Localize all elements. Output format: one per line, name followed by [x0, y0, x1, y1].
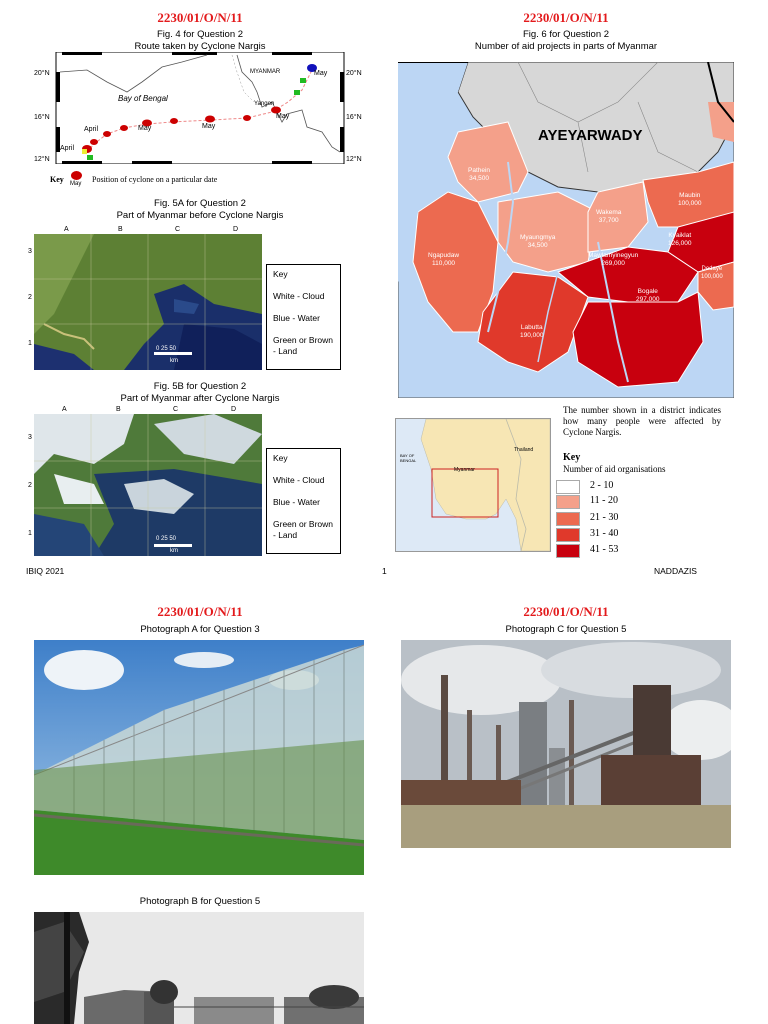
- district-pathein: [468, 167, 490, 183]
- fig4-key-dot: [71, 171, 82, 180]
- fig5b-col-d: D: [231, 406, 237, 413]
- fig5b-subtitle: Part of Myanmar after Cyclone Nargis: [120, 393, 280, 404]
- photo-c-caption: Photograph C for Question 5: [505, 624, 627, 635]
- district-labutta-name: Labutta: [520, 324, 543, 331]
- route-label-may-4: May: [314, 70, 328, 77]
- yangon-label: Yangon: [254, 101, 275, 107]
- legend-row-3: [556, 512, 746, 526]
- fig5b-row-3: 3: [28, 434, 32, 441]
- legend-label-5: 41 - 53: [590, 544, 619, 555]
- fig6-inset-map: [395, 418, 551, 552]
- fig5b-col-a: A: [62, 406, 67, 413]
- myanmar-label: MYANMAR: [250, 69, 281, 75]
- legend-label-3: 21 - 30: [590, 512, 619, 523]
- fig5b-col-c: C: [173, 406, 179, 413]
- district-myaungmya-name: Myaungmya: [520, 234, 556, 241]
- district-maubin-value: 100,000: [678, 200, 702, 207]
- route-label-april-2: April: [60, 145, 75, 152]
- fig6-choropleth-map: [398, 62, 734, 398]
- route-label-april-1: April: [84, 126, 99, 133]
- fig5b-scale: 0 25 50: [156, 536, 177, 542]
- photo-c-steelworks: [401, 640, 731, 848]
- fig5b-row-1: 1: [28, 530, 32, 537]
- district-maubin-name: Maubin: [679, 192, 701, 199]
- footer-right: NADDAZIS: [654, 566, 697, 576]
- fig5b-key-cloud: White - Cloud: [273, 475, 325, 485]
- fig5b-row-2: 2: [28, 482, 32, 489]
- district-pathein-name: Pathein: [468, 167, 491, 174]
- district-ngapudaw-value: 110,000: [432, 260, 456, 267]
- inset-bay-label: BAY OF BENGAL: [400, 453, 417, 463]
- fig5a-col-d: D: [233, 226, 239, 233]
- legend-row-2: [556, 495, 746, 509]
- district-labutta: [520, 324, 544, 340]
- legend-swatch-2: [556, 495, 580, 509]
- legend-swatch-3: [556, 512, 580, 526]
- legend-swatch-1: [556, 480, 580, 494]
- legend-row-5: [556, 544, 746, 558]
- fig5b-key-water: Blue - Water: [273, 497, 320, 507]
- page2-code-right: 2230/01/O/N/11: [523, 604, 609, 619]
- district-dedaye: [701, 265, 723, 281]
- fig4-key-text: Position of cyclone on a particular date: [92, 175, 218, 184]
- legend-label-4: 31 - 40: [590, 528, 619, 539]
- fig6-title: Fig. 6 for Question 2: [522, 29, 610, 40]
- district-wakema: [596, 209, 621, 225]
- lat-16-right: 16°N: [346, 114, 362, 121]
- footer-left: IBIQ 2021: [26, 566, 65, 576]
- fig5b-key-title: Key: [273, 453, 288, 463]
- fig5a-key-title: Key: [273, 269, 288, 279]
- fig5a-key-water: Blue - Water: [273, 313, 320, 323]
- fig5a-key-land: Green or Brown - Land: [273, 335, 333, 356]
- page1-code-right: 2230/01/O/N/11: [523, 10, 609, 25]
- district-mawlamyinegyun-name: Mawlamyinegyun: [588, 252, 639, 259]
- fig6-subtitle: Number of aid projects in parts of Myanmar: [474, 41, 658, 52]
- fig5a-satellite-image: [34, 234, 262, 370]
- lat-20-left: 20°N: [34, 70, 50, 77]
- lat-12-left: 12°N: [34, 156, 50, 163]
- route-label-may-2: May: [202, 123, 216, 130]
- fig4-map: [32, 52, 370, 164]
- fig4-key-label: Key: [50, 175, 64, 184]
- district-ngapudaw: [428, 252, 459, 268]
- district-kyaiklat-value: 126,000: [668, 240, 692, 247]
- page2-code-left: 2230/01/O/N/11: [157, 604, 243, 619]
- district-bogale-value: 297,000: [636, 296, 660, 303]
- fig6-region-label: AYEYARWADY: [538, 127, 643, 144]
- fig5a-title: Fig. 5A for Question 2: [154, 198, 246, 209]
- legend-row-1: [556, 480, 746, 494]
- district-kyaiklat-name: Kyaiklat: [668, 232, 692, 239]
- fig5a-row-2: 2: [28, 294, 32, 301]
- fig5a-row-3: 3: [28, 248, 32, 255]
- legend-swatch-4: [556, 528, 580, 542]
- legend-label-2: 11 - 20: [590, 495, 618, 506]
- inset-myanmar-label: Myanmar: [454, 467, 475, 473]
- bay-of-bengal-label: Bay of Bengal: [118, 94, 168, 103]
- legend-row-4: [556, 528, 746, 542]
- route-label-may-1: May: [138, 125, 152, 132]
- district-dedaye-name: Dedaye: [701, 266, 723, 272]
- fig6-key-subtitle: Number of aid organisations: [563, 464, 666, 474]
- legend-swatch-5: [556, 544, 580, 558]
- district-bogale: [636, 288, 660, 304]
- legend-label-1: 2 - 10: [590, 480, 614, 491]
- district-bogale-name: Bogale: [637, 288, 658, 295]
- district-maubin: [678, 192, 702, 208]
- route-label-may-3: May: [276, 113, 290, 120]
- fig5a-col-b: B: [118, 226, 123, 233]
- fig4-title: Fig. 4 for Question 2: [156, 29, 244, 40]
- lat-20-right: 20°N: [346, 70, 362, 77]
- fig5a-scale-unit: km: [170, 358, 178, 364]
- fig4-key-sample: May: [70, 181, 82, 187]
- district-ngapudaw-name: Ngapudaw: [428, 252, 460, 259]
- fig5a-scale: 0 25 50: [156, 346, 177, 352]
- district-wakema-value: 37,700: [598, 217, 619, 224]
- district-labutta-value: 190,000: [520, 332, 544, 339]
- photo-a-caption: Photograph A for Question 3: [140, 624, 260, 635]
- fig5a-col-c: C: [175, 226, 181, 233]
- inset-thailand-label: Thailand: [514, 447, 534, 453]
- fig5b-col-b: B: [116, 406, 121, 413]
- fig5a-row-1: 1: [28, 340, 32, 347]
- fig5b-scale-unit: km: [170, 548, 178, 554]
- fig5b-satellite-image: [34, 414, 262, 556]
- fig4-subtitle: Route taken by Cyclone Nargis: [134, 41, 266, 52]
- district-kyaiklat: [668, 232, 692, 248]
- district-dedaye-value: 100,000: [701, 274, 723, 280]
- district-myaungmya: [520, 234, 555, 250]
- page-gap: [0, 588, 768, 596]
- fig6-key-title: Key: [563, 452, 581, 463]
- district-mawlamyinegyun-value: 269,000: [601, 260, 625, 267]
- district-pathein-value: 34,500: [469, 175, 489, 182]
- lat-12-right: 12°N: [346, 156, 362, 163]
- fig5a-subtitle: Part of Myanmar before Cyclone Nargis: [116, 210, 284, 221]
- fig5b-title: Fig. 5B for Question 2: [153, 381, 247, 392]
- fig5a-col-a: A: [64, 226, 69, 233]
- fig5b-key-land: Green or Brown - Land: [273, 519, 333, 540]
- district-wakema-name: Wakema: [596, 209, 622, 216]
- fig6-note: The number shown in a district indicates how many people were affected by Cyclone Nargis.: [563, 405, 721, 437]
- lat-16-left: 16°N: [34, 114, 50, 121]
- photo-a-greenhouse: [34, 640, 364, 875]
- photo-b-caption: Photograph B for Question 5: [139, 896, 261, 907]
- district-mawlamyinegyun: [588, 252, 638, 268]
- photo-b-factory: [34, 912, 364, 1024]
- fig5a-key-cloud: White - Cloud: [273, 291, 325, 301]
- district-myaungmya-value: 34,500: [527, 242, 548, 249]
- fig5a-key-box: [266, 264, 341, 370]
- footer-page-number: 1: [382, 566, 387, 576]
- fig5b-key-box: [266, 448, 341, 554]
- page1-code-left: 2230/01/O/N/11: [157, 10, 243, 25]
